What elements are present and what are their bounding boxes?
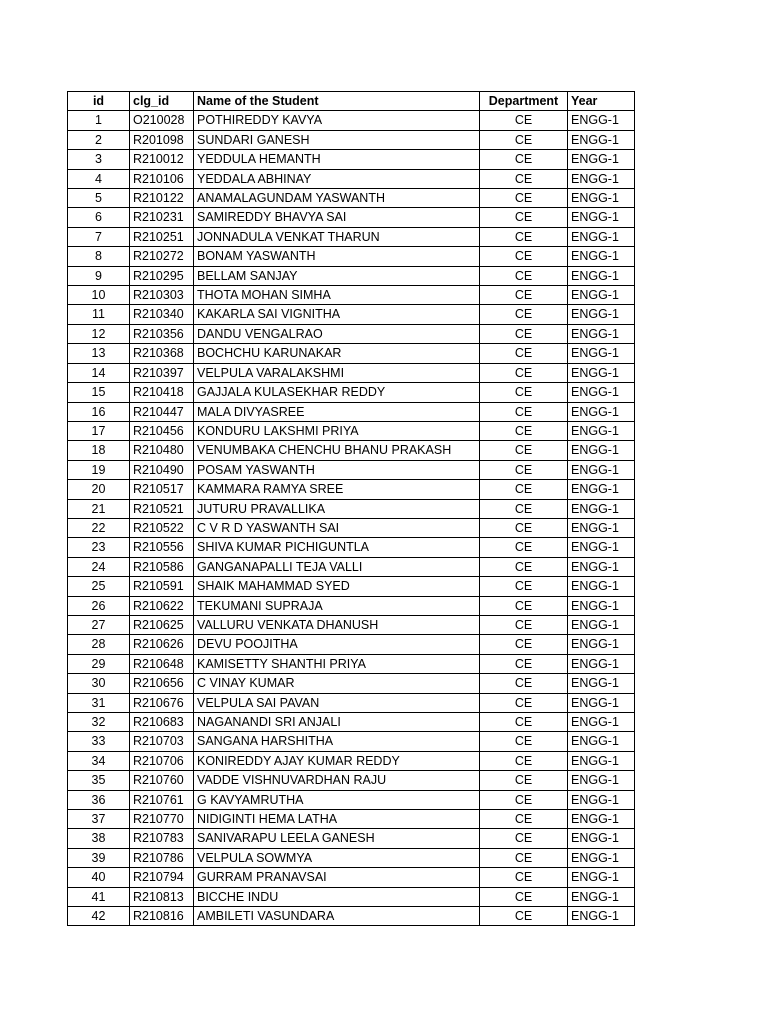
table-row bbox=[68, 751, 635, 770]
cell-department: CE bbox=[480, 305, 568, 324]
cell-id: 16 bbox=[68, 402, 130, 421]
cell-student-name: AMBILETI VASUNDARA bbox=[194, 907, 480, 926]
cell-id: 11 bbox=[68, 305, 130, 324]
cell-clg-id: R210251 bbox=[130, 227, 194, 246]
cell-id: 28 bbox=[68, 635, 130, 654]
cell-id: 15 bbox=[68, 383, 130, 402]
cell-id: 12 bbox=[68, 324, 130, 343]
cell-department: CE bbox=[480, 441, 568, 460]
table-row bbox=[68, 596, 635, 615]
cell-clg-id: R210106 bbox=[130, 169, 194, 188]
table-row bbox=[68, 557, 635, 576]
cell-id: 32 bbox=[68, 713, 130, 732]
cell-year: ENGG-1 bbox=[568, 693, 635, 712]
cell-year: ENGG-1 bbox=[568, 344, 635, 363]
cell-student-name: GANGANAPALLI TEJA VALLI bbox=[194, 557, 480, 576]
cell-student-name: KAMMARA RAMYA SREE bbox=[194, 480, 480, 499]
cell-student-name: GURRAM PRANAVSAI bbox=[194, 868, 480, 887]
cell-clg-id: R210648 bbox=[130, 654, 194, 673]
table-row bbox=[68, 887, 635, 906]
cell-student-name: THOTA MOHAN SIMHA bbox=[194, 286, 480, 305]
cell-clg-id: R210295 bbox=[130, 266, 194, 285]
cell-year: ENGG-1 bbox=[568, 402, 635, 421]
cell-year: ENGG-1 bbox=[568, 247, 635, 266]
cell-student-name: C VINAY KUMAR bbox=[194, 674, 480, 693]
cell-year: ENGG-1 bbox=[568, 421, 635, 440]
cell-department: CE bbox=[480, 596, 568, 615]
cell-student-name: SUNDARI GANESH bbox=[194, 130, 480, 149]
table-row bbox=[68, 868, 635, 887]
cell-department: CE bbox=[480, 130, 568, 149]
table-row bbox=[68, 286, 635, 305]
table-row bbox=[68, 441, 635, 460]
cell-id: 7 bbox=[68, 227, 130, 246]
cell-clg-id: R210591 bbox=[130, 577, 194, 596]
cell-id: 10 bbox=[68, 286, 130, 305]
cell-department: CE bbox=[480, 286, 568, 305]
cell-clg-id: R210231 bbox=[130, 208, 194, 227]
table-row bbox=[68, 208, 635, 227]
cell-clg-id: R210770 bbox=[130, 810, 194, 829]
cell-student-name: YEDDULA HEMANTH bbox=[194, 150, 480, 169]
cell-department: CE bbox=[480, 771, 568, 790]
cell-year: ENGG-1 bbox=[568, 615, 635, 634]
cell-clg-id: R210490 bbox=[130, 460, 194, 479]
cell-clg-id: R210813 bbox=[130, 887, 194, 906]
cell-id: 19 bbox=[68, 460, 130, 479]
cell-student-name: SHIVA KUMAR PICHIGUNTLA bbox=[194, 538, 480, 557]
student-list-sheet bbox=[67, 91, 634, 926]
cell-student-name: SAMIREDDY BHAVYA SAI bbox=[194, 208, 480, 227]
cell-department: CE bbox=[480, 907, 568, 926]
cell-year: ENGG-1 bbox=[568, 189, 635, 208]
cell-department: CE bbox=[480, 848, 568, 867]
cell-student-name: DANDU VENGALRAO bbox=[194, 324, 480, 343]
cell-year: ENGG-1 bbox=[568, 363, 635, 382]
table-row bbox=[68, 907, 635, 926]
cell-year: ENGG-1 bbox=[568, 111, 635, 130]
cell-year: ENGG-1 bbox=[568, 518, 635, 537]
cell-student-name: MALA DIVYASREE bbox=[194, 402, 480, 421]
cell-department: CE bbox=[480, 577, 568, 596]
cell-clg-id: R210703 bbox=[130, 732, 194, 751]
cell-clg-id: R210447 bbox=[130, 402, 194, 421]
cell-clg-id: R210676 bbox=[130, 693, 194, 712]
cell-year: ENGG-1 bbox=[568, 887, 635, 906]
cell-department: CE bbox=[480, 111, 568, 130]
cell-id: 21 bbox=[68, 499, 130, 518]
cell-year: ENGG-1 bbox=[568, 907, 635, 926]
cell-clg-id: R210397 bbox=[130, 363, 194, 382]
cell-id: 3 bbox=[68, 150, 130, 169]
cell-id: 30 bbox=[68, 674, 130, 693]
table-row bbox=[68, 674, 635, 693]
table-row bbox=[68, 518, 635, 537]
cell-clg-id: R210556 bbox=[130, 538, 194, 557]
table-row bbox=[68, 460, 635, 479]
table-row bbox=[68, 363, 635, 382]
table-row bbox=[68, 810, 635, 829]
cell-id: 14 bbox=[68, 363, 130, 382]
cell-clg-id: R210012 bbox=[130, 150, 194, 169]
cell-student-name: BELLAM SANJAY bbox=[194, 266, 480, 285]
table-row bbox=[68, 169, 635, 188]
cell-department: CE bbox=[480, 150, 568, 169]
cell-id: 1 bbox=[68, 111, 130, 130]
table-row bbox=[68, 829, 635, 848]
cell-clg-id: R210626 bbox=[130, 635, 194, 654]
cell-year: ENGG-1 bbox=[568, 169, 635, 188]
table-row bbox=[68, 383, 635, 402]
cell-id: 20 bbox=[68, 480, 130, 499]
cell-clg-id: R210683 bbox=[130, 713, 194, 732]
cell-department: CE bbox=[480, 499, 568, 518]
cell-clg-id: R210122 bbox=[130, 189, 194, 208]
cell-id: 37 bbox=[68, 810, 130, 829]
cell-year: ENGG-1 bbox=[568, 557, 635, 576]
cell-id: 31 bbox=[68, 693, 130, 712]
cell-year: ENGG-1 bbox=[568, 305, 635, 324]
header-row bbox=[68, 92, 635, 111]
cell-student-name: JONNADULA VENKAT THARUN bbox=[194, 227, 480, 246]
cell-id: 42 bbox=[68, 907, 130, 926]
table-row bbox=[68, 344, 635, 363]
table-row bbox=[68, 615, 635, 634]
cell-id: 5 bbox=[68, 189, 130, 208]
table-row bbox=[68, 693, 635, 712]
cell-department: CE bbox=[480, 363, 568, 382]
table-row bbox=[68, 790, 635, 809]
cell-clg-id: R210761 bbox=[130, 790, 194, 809]
header-department: Department bbox=[480, 92, 568, 111]
cell-student-name: GAJJALA KULASEKHAR REDDY bbox=[194, 383, 480, 402]
cell-clg-id: R210456 bbox=[130, 421, 194, 440]
cell-clg-id: R210522 bbox=[130, 518, 194, 537]
cell-year: ENGG-1 bbox=[568, 635, 635, 654]
cell-clg-id: R210586 bbox=[130, 557, 194, 576]
cell-student-name: KAKARLA SAI VIGNITHA bbox=[194, 305, 480, 324]
table-row bbox=[68, 324, 635, 343]
cell-student-name: G KAVYAMRUTHA bbox=[194, 790, 480, 809]
cell-id: 24 bbox=[68, 557, 130, 576]
cell-department: CE bbox=[480, 324, 568, 343]
table-row bbox=[68, 480, 635, 499]
cell-department: CE bbox=[480, 713, 568, 732]
header-student-name: Name of the Student bbox=[194, 92, 480, 111]
cell-id: 18 bbox=[68, 441, 130, 460]
table-row bbox=[68, 305, 635, 324]
cell-department: CE bbox=[480, 751, 568, 770]
cell-id: 13 bbox=[68, 344, 130, 363]
table-row bbox=[68, 499, 635, 518]
cell-clg-id: R210656 bbox=[130, 674, 194, 693]
cell-department: CE bbox=[480, 615, 568, 634]
cell-id: 38 bbox=[68, 829, 130, 848]
cell-clg-id: R210786 bbox=[130, 848, 194, 867]
cell-student-name: JUTURU PRAVALLIKA bbox=[194, 499, 480, 518]
cell-year: ENGG-1 bbox=[568, 732, 635, 751]
table-row bbox=[68, 266, 635, 285]
cell-department: CE bbox=[480, 732, 568, 751]
cell-id: 33 bbox=[68, 732, 130, 751]
cell-department: CE bbox=[480, 247, 568, 266]
header-clg-id: clg_id bbox=[130, 92, 194, 111]
cell-department: CE bbox=[480, 266, 568, 285]
cell-id: 4 bbox=[68, 169, 130, 188]
cell-year: ENGG-1 bbox=[568, 848, 635, 867]
cell-clg-id: R210303 bbox=[130, 286, 194, 305]
cell-student-name: TEKUMANI SUPRAJA bbox=[194, 596, 480, 615]
table-row bbox=[68, 189, 635, 208]
cell-student-name: BOCHCHU KARUNAKAR bbox=[194, 344, 480, 363]
cell-year: ENGG-1 bbox=[568, 596, 635, 615]
table-row bbox=[68, 654, 635, 673]
cell-id: 41 bbox=[68, 887, 130, 906]
cell-clg-id: R201098 bbox=[130, 130, 194, 149]
cell-department: CE bbox=[480, 635, 568, 654]
cell-year: ENGG-1 bbox=[568, 460, 635, 479]
cell-year: ENGG-1 bbox=[568, 286, 635, 305]
cell-student-name: KONIREDDY AJAY KUMAR REDDY bbox=[194, 751, 480, 770]
table-row bbox=[68, 247, 635, 266]
cell-student-name: POTHIREDDY KAVYA bbox=[194, 111, 480, 130]
cell-id: 17 bbox=[68, 421, 130, 440]
cell-id: 40 bbox=[68, 868, 130, 887]
table-row bbox=[68, 402, 635, 421]
cell-id: 23 bbox=[68, 538, 130, 557]
cell-student-name: KONDURU LAKSHMI PRIYA bbox=[194, 421, 480, 440]
table-row bbox=[68, 130, 635, 149]
header-id: id bbox=[68, 92, 130, 111]
cell-student-name: DEVU POOJITHA bbox=[194, 635, 480, 654]
cell-student-name: VELPULA SAI PAVAN bbox=[194, 693, 480, 712]
cell-year: ENGG-1 bbox=[568, 577, 635, 596]
cell-department: CE bbox=[480, 810, 568, 829]
cell-student-name: BONAM YASWANTH bbox=[194, 247, 480, 266]
cell-id: 2 bbox=[68, 130, 130, 149]
cell-year: ENGG-1 bbox=[568, 383, 635, 402]
cell-id: 35 bbox=[68, 771, 130, 790]
cell-student-name: BICCHE INDU bbox=[194, 887, 480, 906]
cell-department: CE bbox=[480, 169, 568, 188]
cell-clg-id: R210622 bbox=[130, 596, 194, 615]
cell-year: ENGG-1 bbox=[568, 771, 635, 790]
cell-id: 29 bbox=[68, 654, 130, 673]
cell-year: ENGG-1 bbox=[568, 499, 635, 518]
cell-department: CE bbox=[480, 383, 568, 402]
cell-year: ENGG-1 bbox=[568, 538, 635, 557]
cell-student-name: SANGANA HARSHITHA bbox=[194, 732, 480, 751]
cell-year: ENGG-1 bbox=[568, 868, 635, 887]
table-row bbox=[68, 577, 635, 596]
cell-year: ENGG-1 bbox=[568, 441, 635, 460]
cell-student-name: VALLURU VENKATA DHANUSH bbox=[194, 615, 480, 634]
table-row bbox=[68, 635, 635, 654]
table-body bbox=[68, 111, 635, 926]
cell-clg-id: O210028 bbox=[130, 111, 194, 130]
table-row bbox=[68, 227, 635, 246]
cell-year: ENGG-1 bbox=[568, 324, 635, 343]
cell-year: ENGG-1 bbox=[568, 130, 635, 149]
cell-department: CE bbox=[480, 189, 568, 208]
cell-clg-id: R210521 bbox=[130, 499, 194, 518]
table-row bbox=[68, 538, 635, 557]
cell-student-name: VADDE VISHNUVARDHAN RAJU bbox=[194, 771, 480, 790]
cell-clg-id: R210760 bbox=[130, 771, 194, 790]
cell-clg-id: R210794 bbox=[130, 868, 194, 887]
cell-year: ENGG-1 bbox=[568, 208, 635, 227]
cell-clg-id: R210480 bbox=[130, 441, 194, 460]
cell-department: CE bbox=[480, 790, 568, 809]
cell-id: 8 bbox=[68, 247, 130, 266]
table-row bbox=[68, 421, 635, 440]
cell-id: 22 bbox=[68, 518, 130, 537]
cell-student-name: KAMISETTY SHANTHI PRIYA bbox=[194, 654, 480, 673]
cell-department: CE bbox=[480, 557, 568, 576]
cell-year: ENGG-1 bbox=[568, 654, 635, 673]
table-row bbox=[68, 732, 635, 751]
header-year: Year bbox=[568, 92, 635, 111]
cell-clg-id: R210706 bbox=[130, 751, 194, 770]
cell-department: CE bbox=[480, 518, 568, 537]
cell-clg-id: R210340 bbox=[130, 305, 194, 324]
cell-clg-id: R210368 bbox=[130, 344, 194, 363]
cell-id: 26 bbox=[68, 596, 130, 615]
cell-year: ENGG-1 bbox=[568, 266, 635, 285]
cell-department: CE bbox=[480, 887, 568, 906]
cell-clg-id: R210816 bbox=[130, 907, 194, 926]
cell-id: 6 bbox=[68, 208, 130, 227]
cell-department: CE bbox=[480, 402, 568, 421]
cell-clg-id: R210517 bbox=[130, 480, 194, 499]
cell-student-name: NAGANANDI SRI ANJALI bbox=[194, 713, 480, 732]
cell-student-name: SANIVARAPU LEELA GANESH bbox=[194, 829, 480, 848]
cell-department: CE bbox=[480, 344, 568, 363]
table-row bbox=[68, 150, 635, 169]
cell-department: CE bbox=[480, 460, 568, 479]
cell-id: 9 bbox=[68, 266, 130, 285]
cell-year: ENGG-1 bbox=[568, 790, 635, 809]
table-header bbox=[68, 92, 635, 111]
cell-department: CE bbox=[480, 208, 568, 227]
cell-department: CE bbox=[480, 480, 568, 499]
cell-student-name: YEDDALA ABHINAY bbox=[194, 169, 480, 188]
cell-id: 34 bbox=[68, 751, 130, 770]
cell-id: 36 bbox=[68, 790, 130, 809]
cell-year: ENGG-1 bbox=[568, 150, 635, 169]
cell-student-name: NIDIGINTI HEMA LATHA bbox=[194, 810, 480, 829]
cell-clg-id: R210625 bbox=[130, 615, 194, 634]
cell-department: CE bbox=[480, 421, 568, 440]
cell-student-name: POSAM YASWANTH bbox=[194, 460, 480, 479]
cell-department: CE bbox=[480, 674, 568, 693]
table-row bbox=[68, 771, 635, 790]
cell-clg-id: R210356 bbox=[130, 324, 194, 343]
cell-clg-id: R210783 bbox=[130, 829, 194, 848]
cell-year: ENGG-1 bbox=[568, 674, 635, 693]
table-row bbox=[68, 848, 635, 867]
table-row bbox=[68, 713, 635, 732]
cell-student-name: VENUMBAKA CHENCHU BHANU PRAKASH bbox=[194, 441, 480, 460]
cell-student-name: C V R D YASWANTH SAI bbox=[194, 518, 480, 537]
cell-year: ENGG-1 bbox=[568, 480, 635, 499]
cell-department: CE bbox=[480, 829, 568, 848]
cell-department: CE bbox=[480, 693, 568, 712]
cell-department: CE bbox=[480, 868, 568, 887]
cell-year: ENGG-1 bbox=[568, 227, 635, 246]
cell-id: 25 bbox=[68, 577, 130, 596]
cell-year: ENGG-1 bbox=[568, 751, 635, 770]
cell-clg-id: R210418 bbox=[130, 383, 194, 402]
table-row bbox=[68, 111, 635, 130]
cell-year: ENGG-1 bbox=[568, 829, 635, 848]
cell-student-name: SHAIK MAHAMMAD SYED bbox=[194, 577, 480, 596]
cell-department: CE bbox=[480, 538, 568, 557]
cell-id: 27 bbox=[68, 615, 130, 634]
cell-department: CE bbox=[480, 227, 568, 246]
cell-clg-id: R210272 bbox=[130, 247, 194, 266]
cell-student-name: ANAMALAGUNDAM YASWANTH bbox=[194, 189, 480, 208]
cell-year: ENGG-1 bbox=[568, 810, 635, 829]
cell-student-name: VELPULA VARALAKSHMI bbox=[194, 363, 480, 382]
cell-id: 39 bbox=[68, 848, 130, 867]
cell-year: ENGG-1 bbox=[568, 713, 635, 732]
student-table bbox=[67, 91, 635, 926]
cell-student-name: VELPULA SOWMYA bbox=[194, 848, 480, 867]
cell-department: CE bbox=[480, 654, 568, 673]
